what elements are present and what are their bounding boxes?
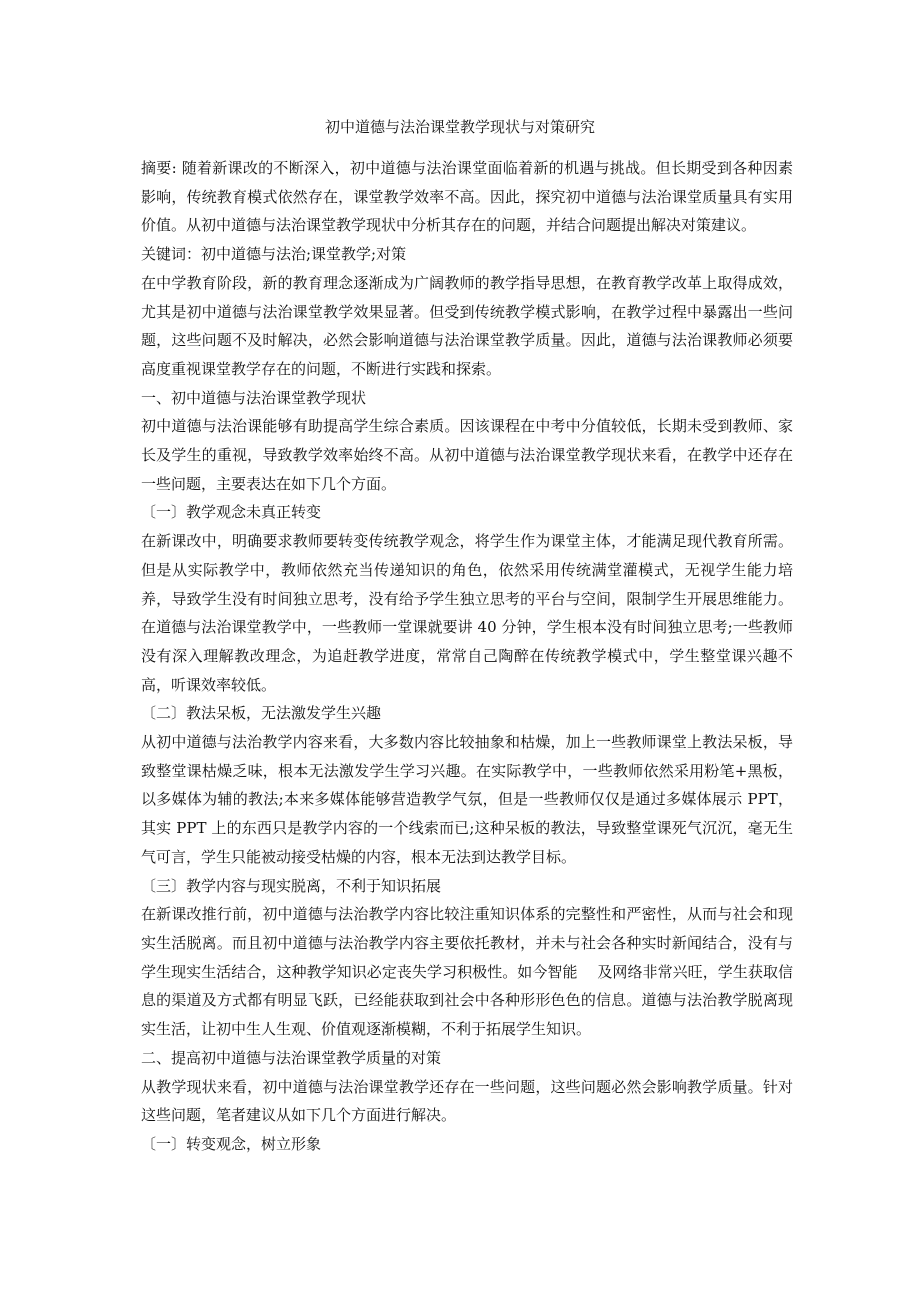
section-1-paragraph: 初中道德与法治课能够有助提高学生综合素质。因该课程在中考中分值较低，长期未受到教师、家长及学生的重视，导致教学效率始终不高。从初中道德与法治课堂教学现状来看，在教学中还存在一些问题，主要表达在如下几个方面。 — [141, 417, 793, 493]
subsection-heading-2-1: 〔一〕转变观念，树立形象 — [141, 1134, 322, 1153]
document-body — [141, 154, 793, 1159]
subsection-heading-1-1: 〔一〕教学观念未真正转变 — [141, 503, 322, 522]
subsection-1-2-paragraph: 从初中道德与法治教学内容来看，大多数内容比较抽象和枯燥，加上一些教师课堂上教法呆板，导致整堂课枯燥乏味，根本无法激发学生学习兴趣。在实际教学中，一些教师依然采用粉笔+黑板，以多媒体为辅的教法;本来多媒体能够营造教学气氛，但是一些教师仅仅是通过多媒体展示 PPT，其实 PPT 上的东西只是教学内容的一个线索而已;这种呆板的教法，导致整堂课死气沉沉，毫无生气可言，学生只能被动接受枯燥的内容，根本无法到达教学目标。 — [141, 733, 793, 866]
subsection-heading-1-2: 〔二〕教法呆板，无法激发学生兴趣 — [141, 704, 382, 723]
section-2-paragraph: 从教学现状来看，初中道德与法治课堂教学还存在一些问题，这些问题必然会影响教学质量。针对这些问题，笔者建议从如下几个方面进行解决。 — [141, 1077, 793, 1125]
section-heading-1: 一、初中道德与法治课堂教学现状 — [141, 388, 367, 407]
subsection-heading-1-3: 〔三〕教学内容与现实脱离，不利于知识拓展 — [141, 876, 442, 895]
keywords-line: 关键词：初中道德与法治;课堂教学;对策 — [141, 245, 407, 264]
document-title: 初中道德与法治课堂教学现状与对策研究 — [324, 118, 595, 136]
intro-paragraph: 在中学教育阶段，新的教育理念逐渐成为广阔教师的教学指导思想，在教育教学改革上取得成效，尤其是初中道德与法治课堂教学效果显著。但受到传统教学模式影响，在教学过程中暴露出一些问题，这些问题不及时解决，必然会影响道德与法治课堂教学质量。因此，道德与法治课教师必须要高度重视课堂教学存在的问题，不断进行实践和探索。 — [141, 273, 793, 378]
abstract-paragraph: 摘要: 随着新课改的不断深入，初中道德与法治课堂面临着新的机遇与挑战。但长期受到各种因素影响，传统教育模式依然存在，课堂教学效率不高。因此，探究初中道德与法治课堂质量具有实用价值。从初中道德与法治课堂教学现状中分析其存在的问题，并结合问题提出解决对策建议。 — [141, 159, 793, 235]
subsection-1-1-paragraph: 在新课改中，明确要求教师要转变传统教学观念，将学生作为课堂主体，才能满足现代教育所需。但是从实际教学中，教师依然充当传递知识的角色，依然采用传统满堂灌模式，无视学生能力培养，导致学生没有时间独立思考，没有给予学生独立思考的平台与空间，限制学生开展思维能力。在道德与法治课堂教学中，一些教师一堂课就要讲 40 分钟，学生根本没有时间独立思考;一些教师没有深入理解教改理念，为追赶教学进度，常常自己陶醉在传统教学模式中，学生整堂课兴趣不高，听课效率较低。 — [141, 532, 793, 694]
section-heading-2: 二、提高初中道德与法治课堂教学质量的对策 — [141, 1048, 442, 1067]
subsection-1-3-paragraph: 在新课改推行前，初中道德与法治教学内容比较注重知识体系的完整性和严密性，从而与社会和现实生活脱离。而且初中道德与法治教学内容主要依托教材，并未与社会各种实时新闻结合，没有与学生现实生活结合，这种教学知识必定丧失学习积极性。如今智能 及网络非常兴旺，学生获取信息的渠道及方式都有明显飞跃，已经能获取到社会中各种形形色色的信息。道德与法治教学脱离现实生活，让初中生人生观、价值观逐渐模糊，不利于拓展学生知识。 — [141, 905, 793, 1039]
